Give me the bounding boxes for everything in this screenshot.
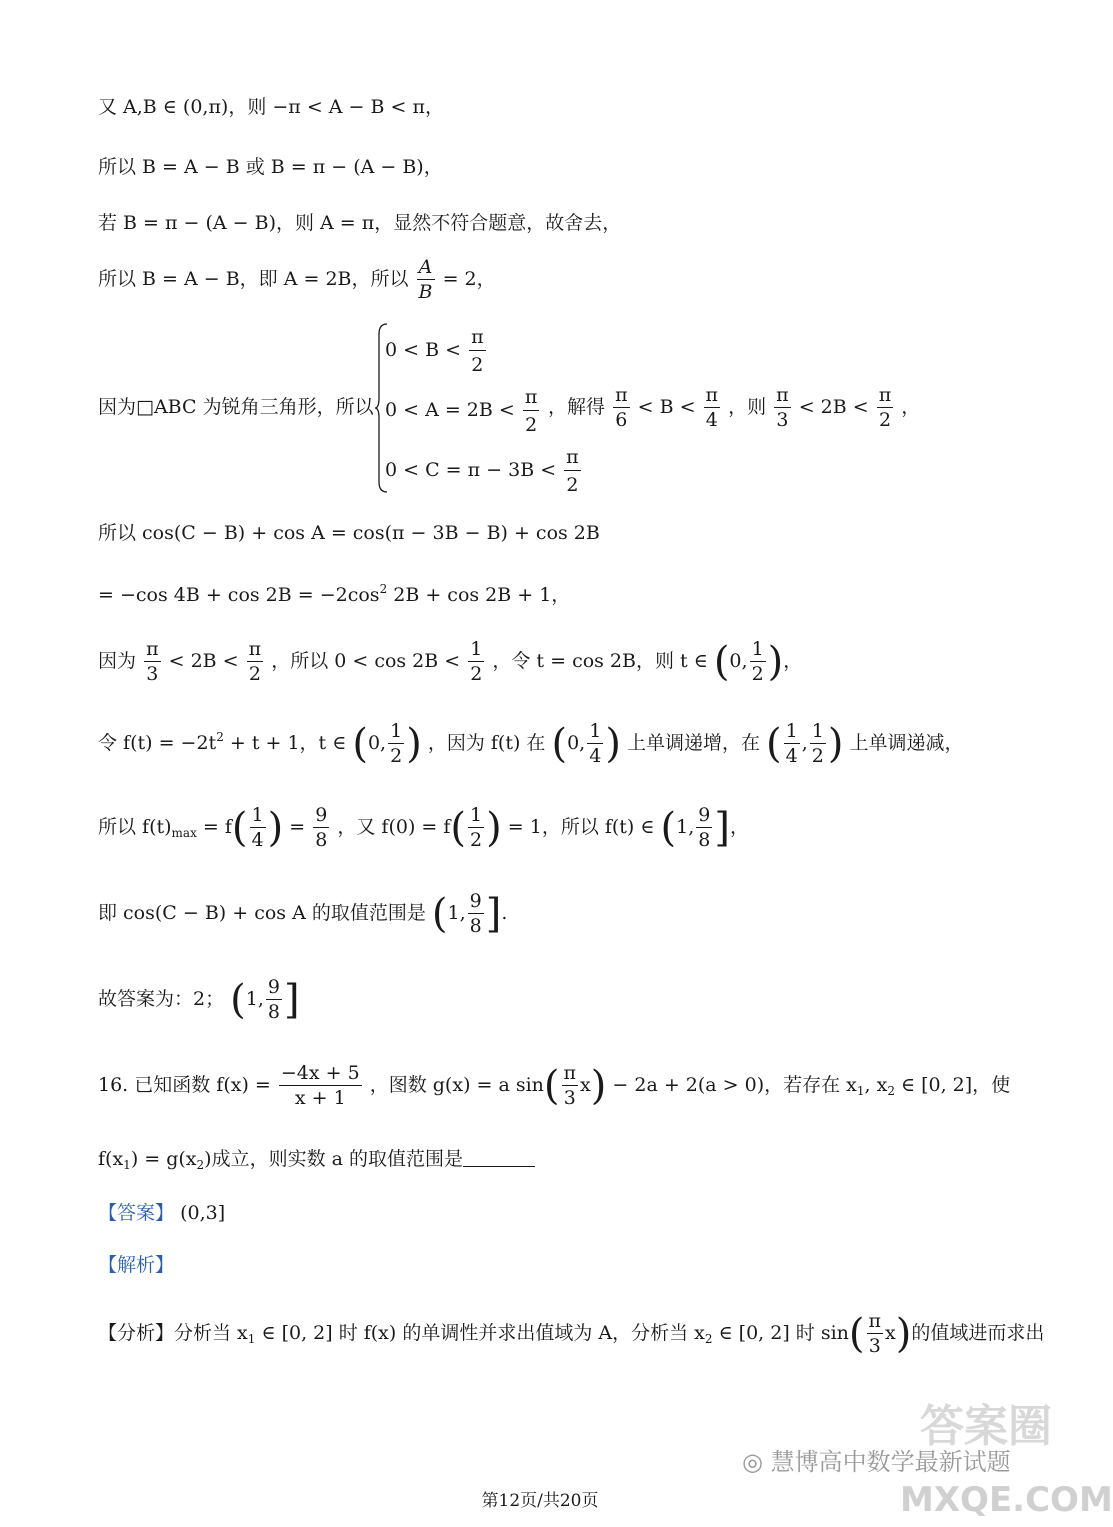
system-row-1 [385, 326, 488, 376]
text: ) = g(x [130, 1148, 197, 1170]
text: . [501, 902, 508, 924]
text: ，令 t = cos 2B，则 t ∈ [492, 650, 708, 672]
numerator: 9 [698, 804, 711, 826]
numerator: 1 [390, 720, 403, 742]
text: ，又 f(0) = f [337, 816, 451, 838]
fraction [867, 1312, 884, 1356]
line-4 [98, 258, 496, 302]
open-paren: ( [230, 977, 246, 1023]
brand-watermark: 答案圈 [920, 1401, 1052, 1452]
numerator: 1 [251, 804, 264, 826]
open-paren: ( [660, 805, 677, 851]
text: x [885, 1322, 896, 1344]
close-paren: ) [605, 721, 621, 767]
fraction [784, 722, 800, 766]
subscript: 2 [196, 1158, 205, 1172]
text: , x [864, 1074, 888, 1096]
text: 1, [447, 902, 466, 924]
close-bracket: ] [485, 891, 502, 937]
close-bracket: ] [714, 805, 730, 851]
text: ， [729, 816, 749, 838]
line-10 [98, 806, 749, 850]
text: ，则 [728, 396, 767, 418]
numerator: π [564, 446, 581, 471]
text: 所以 f(t) [98, 816, 172, 838]
subscript: 1 [856, 1084, 865, 1098]
open-paren: ( [450, 805, 467, 851]
text: ∈ [0, 2] 时 f(x) 的单调性并求出值域为 A，分析当 x [261, 1322, 705, 1344]
fraction [417, 258, 435, 302]
denominator: 2 [751, 663, 764, 685]
fraction [469, 326, 486, 376]
text: 0 < A = 2B < [385, 399, 515, 421]
denominator: 2 [470, 829, 483, 851]
system-row-3 [385, 446, 583, 496]
fraction [468, 806, 484, 850]
denominator: 4 [785, 745, 798, 767]
fraction [468, 892, 484, 936]
text: ， [901, 396, 921, 418]
text: ， [783, 650, 803, 672]
close-paren: ) [486, 805, 502, 851]
text: 1, [245, 988, 264, 1010]
denominator: 2 [878, 409, 892, 431]
open-paren: ( [431, 891, 448, 937]
fraction [266, 978, 282, 1022]
open-paren: ( [848, 1311, 865, 1357]
denominator: 8 [315, 829, 328, 851]
denominator: 3 [146, 663, 159, 685]
text: < B < [637, 396, 696, 418]
denominator: 8 [267, 1001, 280, 1023]
line-8 [98, 640, 802, 684]
numerator: π [146, 638, 159, 660]
fraction [247, 640, 264, 684]
numerator: π [868, 1310, 882, 1332]
text: 因为 [98, 650, 137, 672]
numerator: π [776, 384, 789, 406]
open-paren: ( [543, 1063, 560, 1109]
numerator: 9 [315, 804, 328, 826]
open-paren: ( [231, 805, 248, 851]
fraction [388, 722, 404, 766]
numerator: 1 [811, 720, 824, 742]
numerator: π [469, 326, 486, 351]
text: = −cos 4B + cos 2B = −2cos [98, 584, 380, 606]
text: = 2， [442, 268, 496, 290]
numerator: π [563, 1062, 577, 1084]
close-bracket: ] [283, 977, 300, 1023]
denominator: 2 [471, 354, 484, 376]
question-16 [98, 1064, 1010, 1108]
text: 即 cos(C − B) + cos A 的取值范围是 [98, 902, 426, 924]
answer-line [98, 1204, 225, 1223]
text: 所以 B = A − B，即 A = 2B，所以 [98, 268, 409, 290]
fraction [144, 640, 161, 684]
fenxi-line [98, 1312, 1044, 1356]
text: 故答案为：2； [98, 988, 225, 1010]
numerator: A [417, 258, 435, 280]
text: 1, [676, 816, 695, 838]
open-paren: ( [766, 721, 782, 767]
text: ，所以 0 < cos 2B < [271, 650, 461, 672]
denominator: 2 [811, 745, 824, 767]
superscript: 2 [379, 582, 388, 596]
text: ∈ [0, 2]，使 [901, 1074, 1011, 1096]
subscript: 1 [247, 1332, 256, 1346]
text: = 1，所以 f(t) ∈ [507, 816, 655, 838]
analysis-tag: 【解析】 [98, 1254, 175, 1276]
line-3: 若 B = π − (A − B)，则 A = π，显然不符合题意，故舍去， [98, 212, 622, 234]
close-paren: ) [827, 721, 844, 767]
numerator: π [523, 386, 540, 411]
denominator: x + 1 [294, 1087, 346, 1109]
fraction [313, 806, 329, 850]
fraction [279, 1064, 362, 1108]
line-7 [98, 583, 570, 605]
text: 上单调递减， [849, 732, 964, 754]
fraction [523, 386, 540, 436]
wechat-icon: ◎ [742, 1448, 763, 1476]
numerator: π [705, 384, 719, 406]
text: ，图数 g(x) = a sin [369, 1074, 544, 1096]
text: 0, [567, 732, 586, 754]
denominator: B [418, 281, 433, 303]
subscript-max: max [171, 826, 197, 840]
denominator: 2 [566, 474, 579, 496]
line-1: 又 A,B ∈ (0,π)，则 −π < A − B < π， [98, 96, 444, 118]
numerator: 9 [469, 890, 482, 912]
text: ，解得 [548, 396, 606, 418]
subscript: 2 [887, 1084, 895, 1098]
denominator: 2 [470, 663, 483, 685]
numerator: 9 [267, 976, 280, 998]
answer-tag: 【答案】 [98, 1202, 175, 1224]
text: = [289, 816, 306, 838]
text: 0, [729, 650, 748, 672]
numerator: π [878, 384, 892, 406]
numerator: π [615, 384, 628, 406]
denominator: 3 [868, 1335, 881, 1357]
close-paren: ) [267, 805, 284, 851]
text: < 2B < [168, 650, 239, 672]
fraction [877, 386, 894, 430]
analysis-heading [98, 1256, 174, 1275]
denominator: 3 [776, 409, 789, 431]
text: 0 < C = π − 3B < [385, 459, 557, 481]
numerator: π [248, 638, 262, 660]
open-paren: ( [551, 721, 568, 767]
answer-blank [463, 1150, 535, 1167]
fraction [696, 806, 712, 850]
fraction [810, 722, 826, 766]
denominator: 4 [251, 829, 264, 851]
line-11 [98, 892, 507, 936]
fraction [468, 640, 484, 684]
denominator: 8 [698, 829, 711, 851]
text: f(x [98, 1148, 124, 1170]
text: = f [202, 816, 232, 838]
denominator: 2 [390, 745, 403, 767]
text: 分析当 x [174, 1322, 248, 1344]
close-paren: ) [895, 1311, 912, 1357]
subscript: 2 [704, 1332, 713, 1346]
fraction [704, 386, 721, 430]
line-2: 所以 B = A − B 或 B = π − (A − B)， [98, 156, 443, 178]
fraction [587, 722, 603, 766]
denominator: 8 [469, 915, 482, 937]
site-watermark: MXQE.COM [900, 1480, 1113, 1520]
close-paren: ) [590, 1063, 607, 1109]
question-16-line-2 [98, 1150, 535, 1171]
numerator: 1 [785, 720, 798, 742]
close-paren: ) [406, 721, 422, 767]
open-paren: ( [352, 721, 368, 767]
text: 的值域进而求出 [911, 1322, 1045, 1344]
text: 16. 已知函数 f(x) = [98, 1074, 271, 1096]
text: ，因为 f(t) 在 [427, 732, 546, 754]
close-paren: ) [767, 639, 784, 685]
denominator: 6 [615, 409, 628, 431]
fraction [564, 446, 581, 496]
text: ∈ [0, 2] 时 sin [718, 1322, 849, 1344]
text: x [580, 1074, 591, 1096]
denominator: 4 [589, 745, 602, 767]
fraction [613, 386, 630, 430]
subscript: 1 [123, 1158, 131, 1172]
text: − 2a + 2(a > 0)，若存在 x [612, 1074, 857, 1096]
system-row-2 [385, 386, 541, 436]
text: 0, [367, 732, 387, 754]
text: 0 < B < [385, 339, 462, 361]
numerator: −4x + 5 [280, 1062, 360, 1084]
denominator: 3 [563, 1087, 576, 1109]
denominator: 2 [525, 414, 538, 436]
text: 令 f(t) = −2t [98, 732, 217, 754]
fraction [750, 640, 766, 684]
line-5-solution [548, 386, 920, 430]
numerator: 1 [589, 720, 602, 742]
line-12 [98, 978, 300, 1022]
fraction [774, 386, 791, 430]
text: 2B + cos 2B + 1， [393, 584, 571, 606]
fraction [562, 1064, 579, 1108]
numerator: 1 [470, 638, 483, 660]
text: + t + 1，t ∈ [229, 732, 347, 754]
open-paren: ( [713, 639, 730, 685]
denominator: 4 [705, 409, 718, 431]
fenxi-tag: 【分析】 [98, 1322, 175, 1344]
line-5-label: 因为□ABC 为锐角三角形，所以 [98, 396, 374, 418]
numerator: 1 [470, 804, 483, 826]
line-6: 所以 cos(C − B) + cos A = cos(π − 3B − B) + cos 2B [98, 522, 600, 544]
line-9: 令 $f(t) = -2t^2 + t + 1$，t ∈ (0, $\frac{1}{2}$ ) ，因为 f(t) 在 (0, $\frac{1}{4}$ ) 上单调递增，在 ( $\frac{1}{4}$ , $\frac{1}{2}$ ) 上单调递减， [98, 720, 964, 767]
text: < 2B < [798, 396, 869, 418]
denominator: 2 [248, 663, 261, 685]
fraction [250, 806, 266, 850]
text: 上单调递增，在 [626, 732, 760, 754]
answer-value: (0,3] [180, 1202, 226, 1224]
numerator: 1 [751, 638, 764, 660]
wechat-name: 慧博高中数学最新试题 [770, 1448, 1011, 1476]
text: )成立，则实数 a 的取值范围是 [204, 1148, 463, 1170]
page-footer: 第12页/共20页 [481, 1491, 599, 1511]
superscript: 2 [216, 730, 224, 744]
